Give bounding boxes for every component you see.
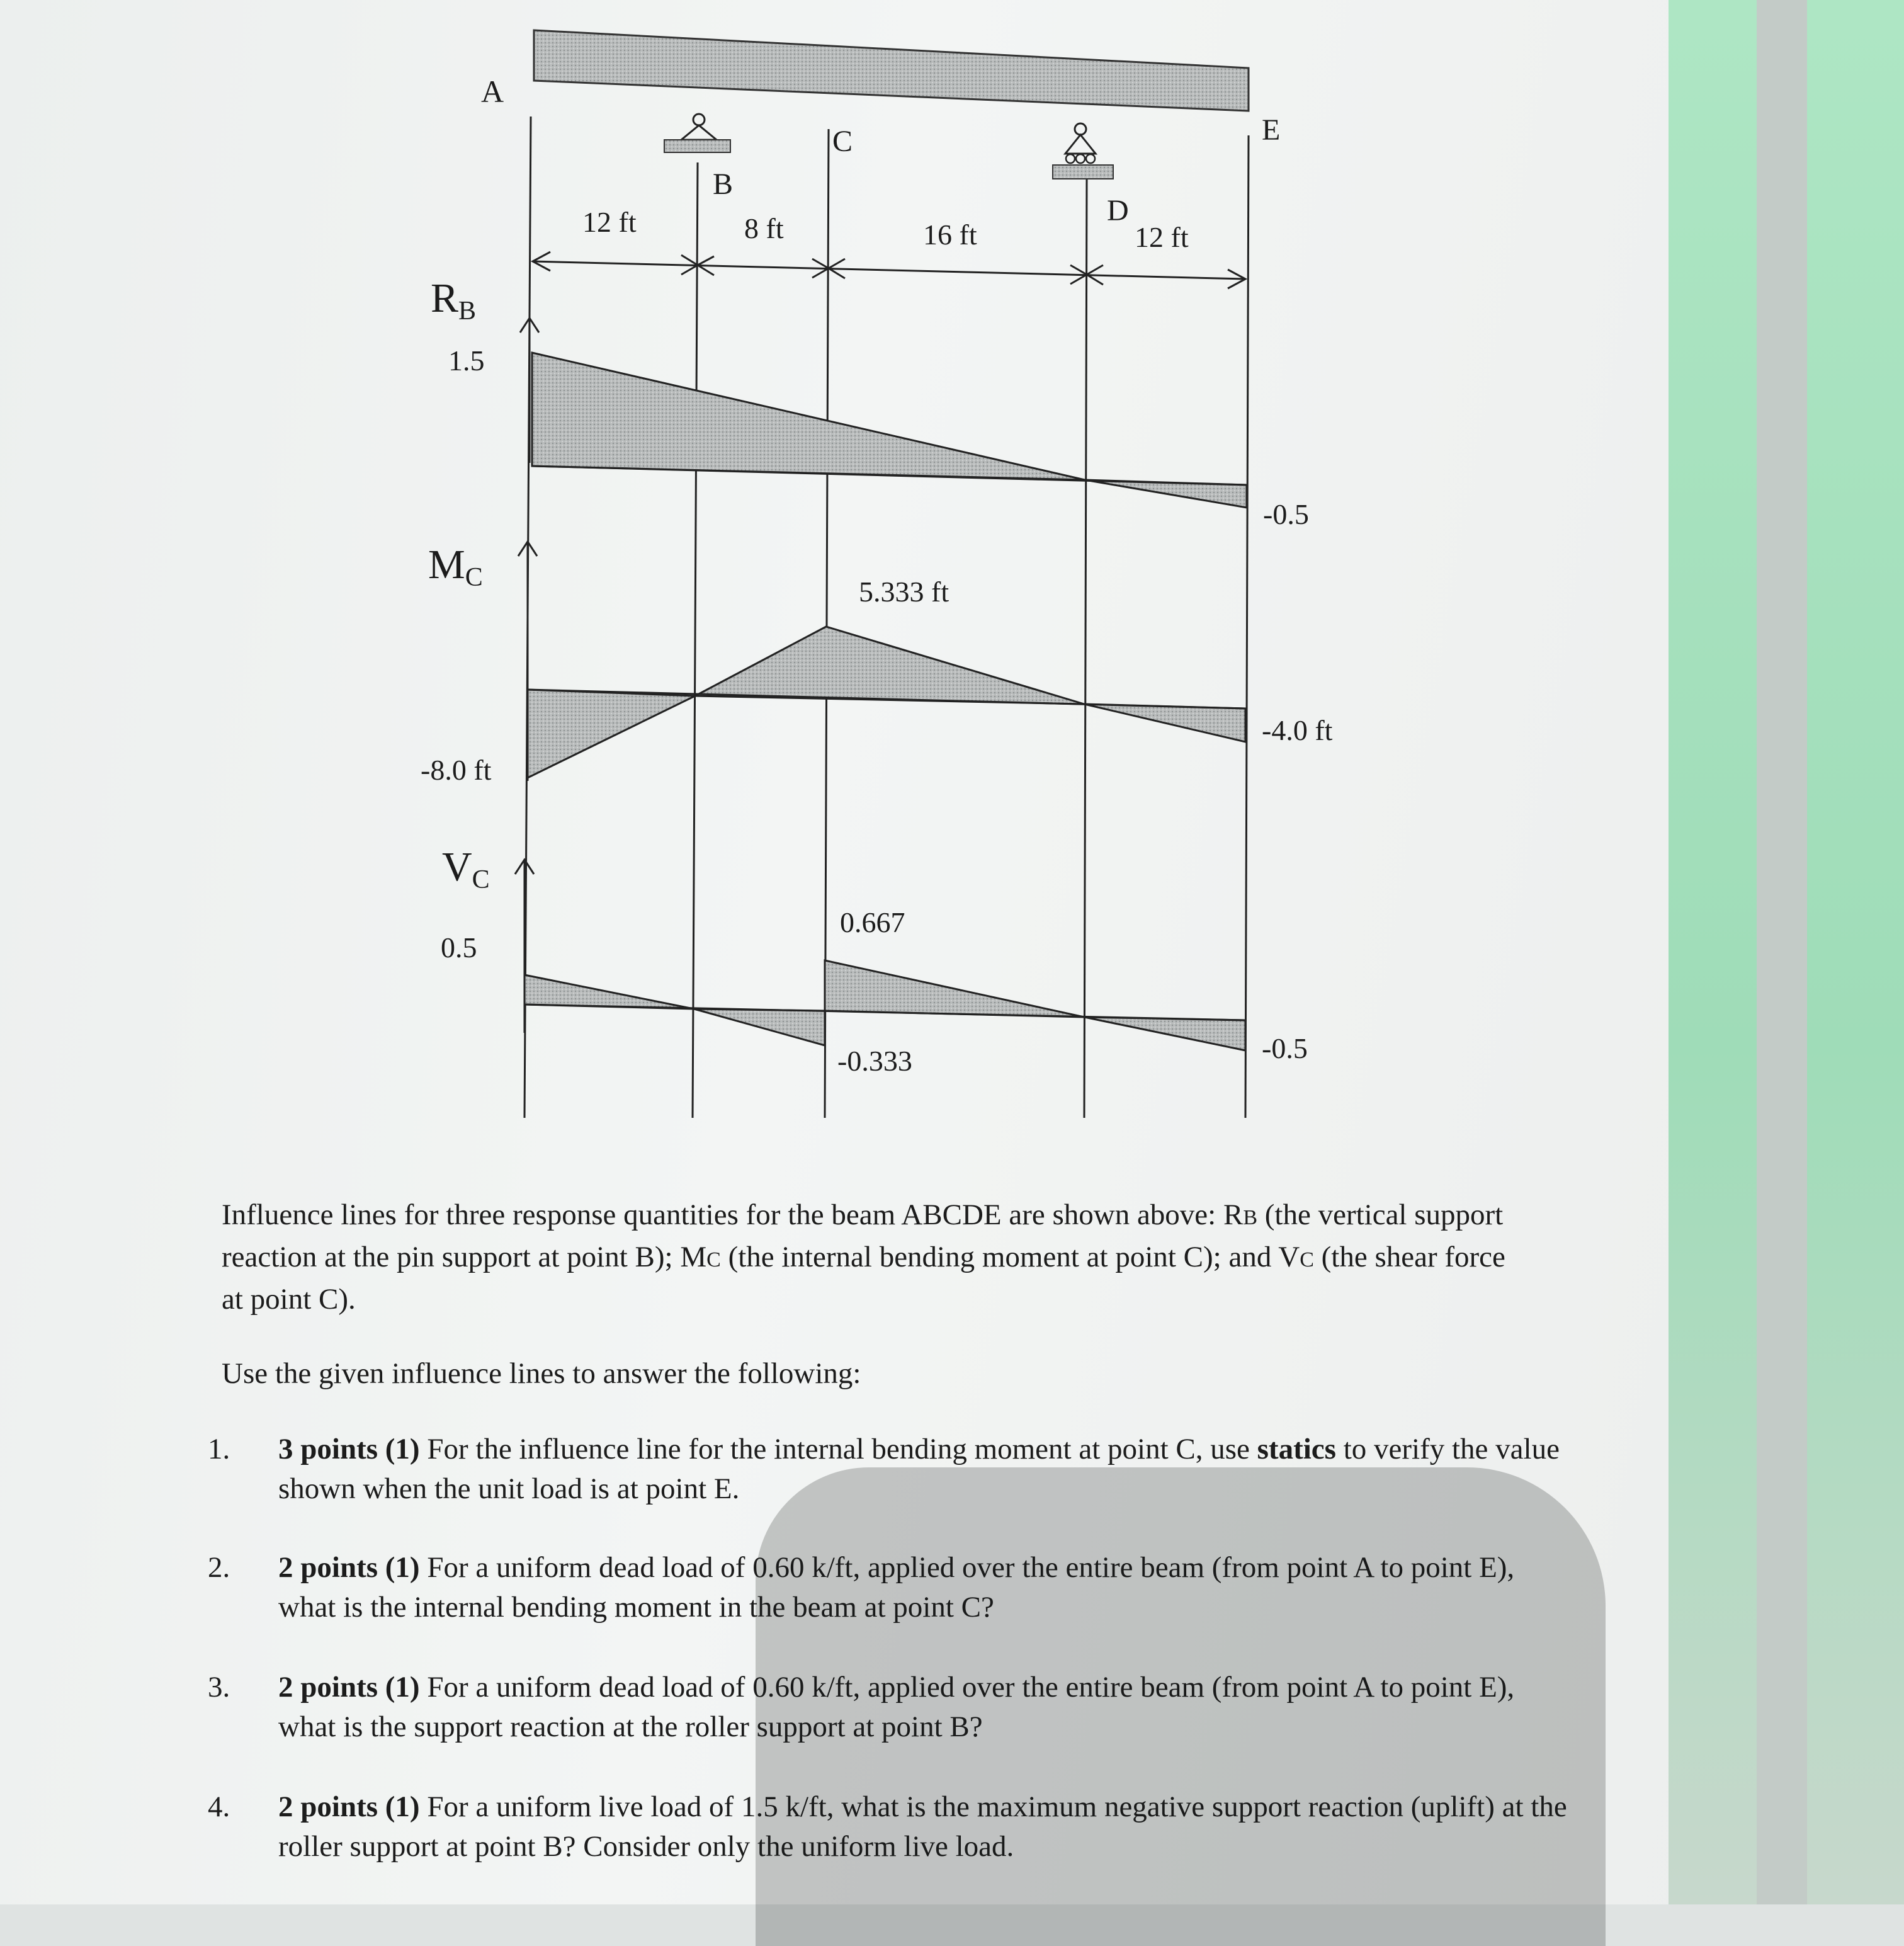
rb-influence-line xyxy=(520,318,1247,508)
span-label-ab: 12 ft xyxy=(582,206,637,238)
question-number: 2. xyxy=(208,1551,230,1584)
gridlines xyxy=(524,117,1249,1118)
vc-influence-line xyxy=(515,860,1245,1050)
vc-value-right: -0.5 xyxy=(1262,1032,1308,1064)
label-point-b: B xyxy=(713,168,734,201)
instructions: Use the given influence lines to answer the following: xyxy=(222,1357,861,1390)
rb-value-right: -0.5 xyxy=(1263,498,1309,530)
label-point-a: A xyxy=(481,74,504,109)
span-label-de: 12 ft xyxy=(1135,221,1189,253)
pin-support-b xyxy=(664,114,730,152)
question-points: 3 points (1) xyxy=(278,1433,420,1465)
label-point-d: D xyxy=(1107,194,1129,227)
rb-value-top: 1.5 xyxy=(448,344,485,377)
rb-label: RB xyxy=(431,275,477,326)
vc-value-left: 0.5 xyxy=(441,931,477,964)
figure-caption: Influence lines for three response quantities for the beam ABCDE are shown above: RB (the vertical support reaction at the pin support at point B); MC (the internal bending moment at point C); and VC (the shear force at point C). xyxy=(222,1198,1505,1316)
desk-edge xyxy=(1757,0,1807,1904)
question-points: 2 points (1) xyxy=(278,1790,420,1823)
question-number: 3. xyxy=(208,1671,230,1704)
question-number: 1. xyxy=(208,1433,230,1465)
mc-value-peak: 5.333 ft xyxy=(859,576,949,608)
label-point-c: C xyxy=(832,125,853,158)
dimension-line xyxy=(533,252,1245,288)
question-points: 2 points (1) xyxy=(278,1551,420,1584)
influence-line-diagram xyxy=(0,0,1333,1121)
vc-value-negative: -0.333 xyxy=(837,1045,912,1077)
roller-support-d xyxy=(1053,123,1113,179)
mc-value-left: -8.0 ft xyxy=(421,754,492,786)
label-point-e: E xyxy=(1262,113,1281,147)
question-points: 2 points (1) xyxy=(278,1671,420,1704)
span-label-cd: 16 ft xyxy=(923,219,977,251)
span-label-bc: 8 ft xyxy=(744,212,784,244)
beam xyxy=(534,30,1249,111)
vc-label: VC xyxy=(442,844,490,894)
mc-label: MC xyxy=(428,542,483,592)
hand-shadow xyxy=(756,1467,1606,1946)
vc-value-positive: 0.667 xyxy=(840,906,905,938)
mc-value-right: -4.0 ft xyxy=(1262,714,1333,746)
question-number: 4. xyxy=(208,1790,230,1823)
